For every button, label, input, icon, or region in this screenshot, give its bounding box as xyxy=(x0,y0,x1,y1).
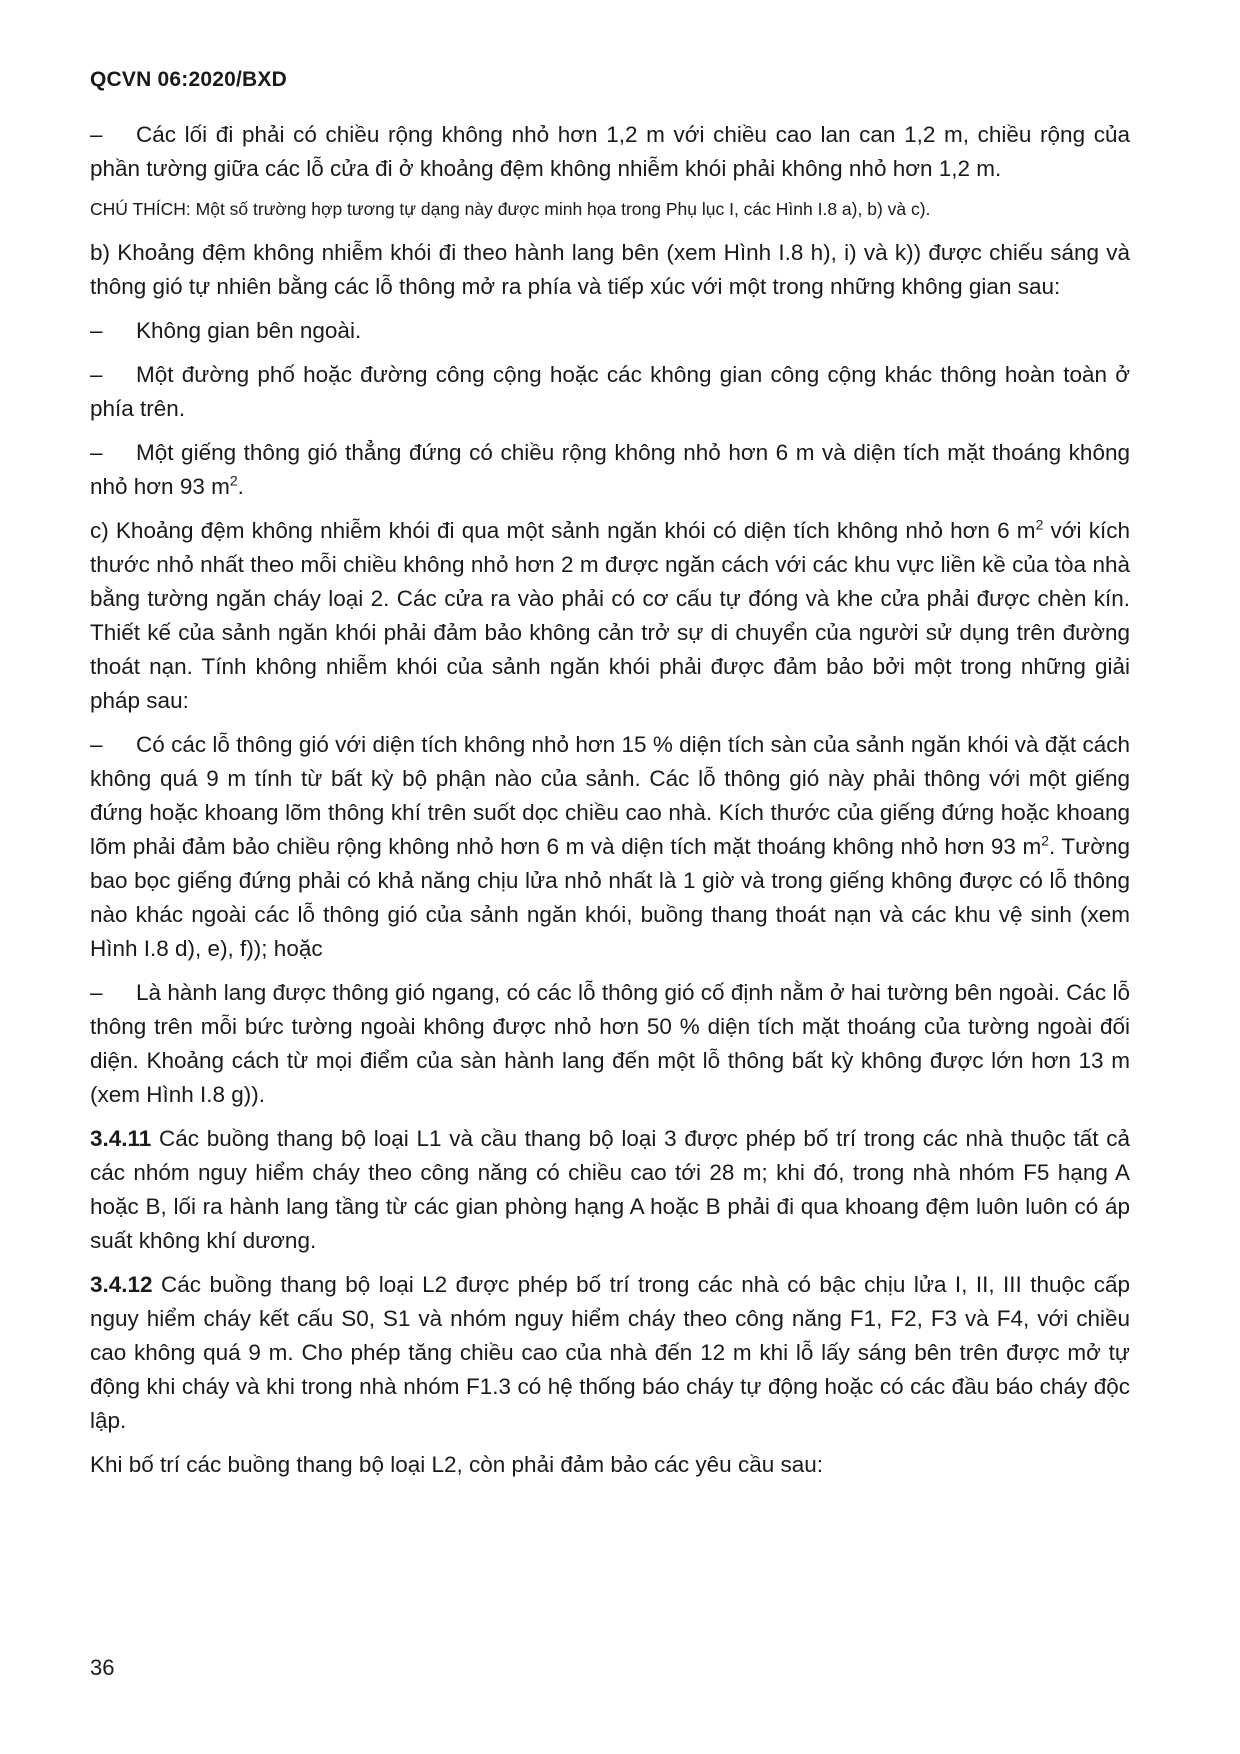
dash-bullet: – xyxy=(90,440,103,465)
paragraph-requirements-intro: Khi bố trí các buồng thang bộ loại L2, còn phải đảm bảo các yêu cầu sau: xyxy=(90,1452,823,1477)
dash-bullet: – xyxy=(90,732,103,757)
note-paragraph: CHÚ THÍCH: Một số trường hợp tương tự dạng này được minh họa trong Phụ lục I, các Hình I.8 a), b) và c). xyxy=(90,199,931,219)
list-item-b1: – Không gian bên ngoài. xyxy=(90,314,1130,348)
list-item-c1: – Có các lỗ thông gió với diện tích không nhỏ hơn 15 % diện tích sàn của sảnh ngăn khói và đặt cách không quá 9 m tính từ bất kỳ bộ phận nào của sảnh. Các lỗ thông gió này phải thông với một giếng đứng hoặc khoang lõm thông khí trên suốt dọc chiều cao nhà. Kích thước của giếng đứng hoặc khoang lõm phải đảm bảo chiều rộng không nhỏ hơn 6 m và diện tích mặt thoáng không nhỏ hơn 93 $m^2$. Tường bao bọc giếng đứng phải có khả năng chịu lửa nhỏ nhất là 1 giờ và trong giếng không được có lỗ thông nào khác ngoài các lỗ thông gió của sảnh ngăn khói, buồng thang thoát nạn và các khu vệ sinh (xem Hình I.8 d), e), f)); hoặc xyxy=(90,728,1130,966)
list-item-c2: – Là hành lang được thông gió ngang, có các lỗ thông gió cố định nằm ở hai tường bên ngoài. Các lỗ thông trên mỗi bức tường ngoài không được nhỏ hơn 50 % diện tích mặt thoáng của tường ngoài đối diện. Khoảng cách từ mọi điểm của sàn hành lang đến một lỗ thông bất kỳ không được lớn hơn 13 m (xem Hình I.8 g)). xyxy=(90,976,1130,1112)
paragraph-b: b) Khoảng đệm không nhiễm khói đi theo hành lang bên (xem Hình I.8 h), i) và k)) được chiếu sáng và thông gió tự nhiên bằng các lỗ thông mở ra phía và tiếp xúc với một trong những không gian sau: xyxy=(90,240,1130,299)
list-item-b3: – Một giếng thông gió thẳng đứng có chiều rộng không nhỏ hơn 6 m và diện tích mặt thoáng không nhỏ hơn 93 $m^2$. xyxy=(90,436,1130,504)
page-number: 36 xyxy=(90,1655,115,1680)
document-body xyxy=(90,118,1130,1492)
dash-bullet: – xyxy=(90,318,103,343)
dash-bullet: – xyxy=(90,122,103,147)
list-item-b2: – Một đường phố hoặc đường công cộng hoặc các không gian công cộng khác thông hoàn toàn ở phía trên. xyxy=(90,358,1130,426)
paragraph-walkway-width: – Các lối đi phải có chiều rộng không nhỏ hơn 1,2 m với chiều cao lan can 1,2 m, chiều rộng của phần tường giữa các lỗ cửa đi ở khoảng đệm không nhiễm khói phải không nhỏ hơn 1,2 m. xyxy=(90,118,1130,186)
dash-bullet: – xyxy=(90,980,103,1005)
section-number: 3.4.11 xyxy=(90,1126,152,1151)
paragraph-c: c) Khoảng đệm không nhiễm khói đi qua một sảnh ngăn khói có diện tích không nhỏ hơn 6 $m^2$ với kích thước nhỏ nhất theo mỗi chiều không nhỏ hơn 2 m được ngăn cách với các khu vực liền kề của tòa nhà bằng tường ngăn cháy loại 2. Các cửa ra vào phải có cơ cấu tự đóng và khe cửa phải được chèn kín. Thiết kế của sảnh ngăn khói phải đảm bảo không cản trở sự di chuyển của người sử dụng trên đường thoát nạn. Tính không nhiễm khói của sảnh ngăn khói phải được đảm bảo bởi một trong những giải pháp sau: xyxy=(90,516,1130,713)
section-3-4-11: 3.4.11 Các buồng thang bộ loại L1 và cầu thang bộ loại 3 được phép bố trí trong các nhà thuộc tất cả các nhóm nguy hiểm cháy theo công năng có chiều cao tới 28 m; khi đó, trong nhà nhóm F5 hạng A hoặc B, lối ra hành lang tầng từ các gian phòng hạng A hoặc B phải đi qua khoang đệm luôn luôn có áp suất không khí dương. xyxy=(90,1126,1130,1253)
section-number: 3.4.12 xyxy=(90,1272,153,1297)
dash-bullet: – xyxy=(90,362,103,387)
document-header: QCVN 06:2020/BXD xyxy=(90,68,287,91)
section-3-4-12: 3.4.12 Các buồng thang bộ loại L2 được phép bố trí trong các nhà có bậc chịu lửa I, II, III thuộc cấp nguy hiểm cháy kết cấu S0, S1 và nhóm nguy hiểm cháy theo công năng F1, F2, F3 và F4, với chiều cao không quá 9 m. Cho phép tăng chiều cao của nhà đến 12 m khi lỗ lấy sáng bên trên được mở tự động khi cháy và khi trong nhà nhóm F1.3 có hệ thống báo cháy tự động hoặc có các đầu báo cháy độc lập. xyxy=(90,1272,1130,1433)
